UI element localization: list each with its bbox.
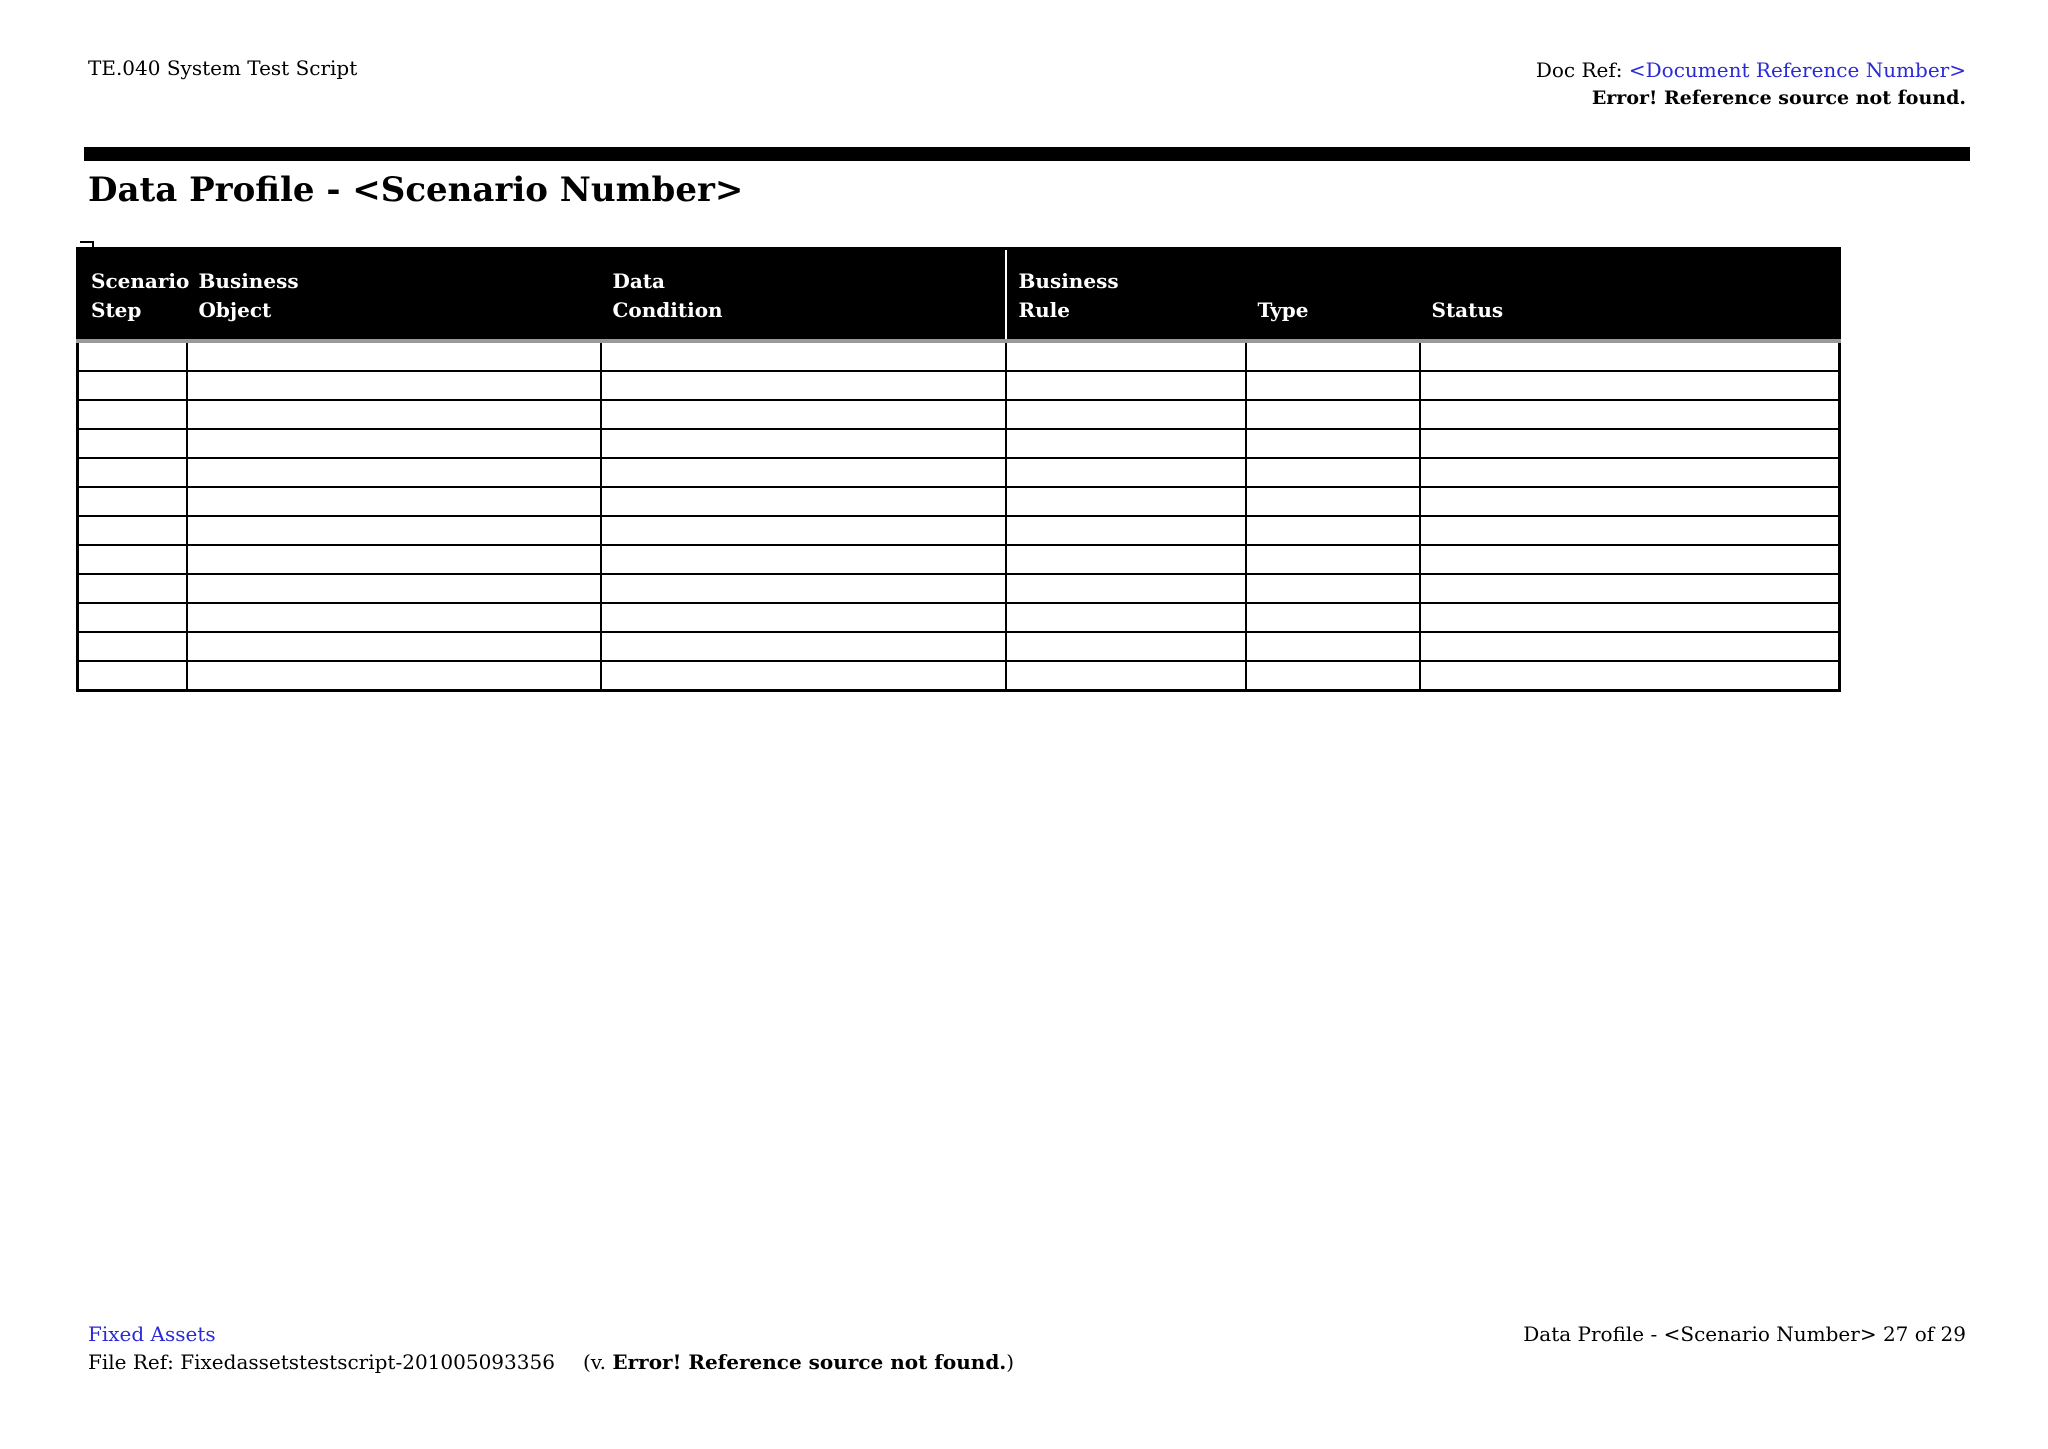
column-header-line: Condition <box>612 298 723 322</box>
table-cell[interactable] <box>187 632 601 661</box>
table-cell[interactable] <box>1246 371 1420 400</box>
table-cell[interactable] <box>1246 458 1420 487</box>
page-title: Data Profile - <Scenario Number> <box>88 170 744 210</box>
table-cell[interactable] <box>601 632 1006 661</box>
table-cell[interactable] <box>78 487 187 516</box>
table-cell[interactable] <box>1420 661 1840 691</box>
table-cell[interactable] <box>78 516 187 545</box>
table-header-row <box>78 249 1840 342</box>
table-cell[interactable] <box>1006 574 1246 603</box>
column-header-data-condition <box>601 249 1006 342</box>
table-cell[interactable] <box>1246 545 1420 574</box>
table-cell[interactable] <box>78 400 187 429</box>
column-header-status <box>1420 249 1840 342</box>
table-cell[interactable] <box>187 429 601 458</box>
table-cell[interactable] <box>1246 661 1420 691</box>
table-row <box>78 429 1840 458</box>
table-cell[interactable] <box>1006 371 1246 400</box>
table-row <box>78 574 1840 603</box>
table-cell[interactable] <box>187 574 601 603</box>
table-cell[interactable] <box>601 545 1006 574</box>
table-cell[interactable] <box>1420 574 1840 603</box>
column-header-line: Type <box>1257 298 1309 322</box>
table-cell[interactable] <box>1246 487 1420 516</box>
table-cell[interactable] <box>78 341 187 371</box>
table-row <box>78 458 1840 487</box>
table-cell[interactable] <box>1246 603 1420 632</box>
footer-file-ref-line <box>88 1348 1014 1376</box>
column-header-line: Status <box>1431 298 1504 322</box>
table-row <box>78 661 1840 691</box>
table-cell[interactable] <box>1006 545 1246 574</box>
column-header-type <box>1246 249 1420 342</box>
table-cell[interactable] <box>78 429 187 458</box>
table-cell[interactable] <box>1246 632 1420 661</box>
footer-version-error: Error! Reference source not found. <box>612 1350 1007 1374</box>
table-cell[interactable] <box>187 661 601 691</box>
table-cell[interactable] <box>78 632 187 661</box>
table-row <box>78 632 1840 661</box>
column-header-business-rule <box>1006 249 1246 342</box>
column-header-business-object <box>187 249 601 342</box>
table-cell[interactable] <box>1246 341 1420 371</box>
footer-version-close: ) <box>1006 1350 1015 1374</box>
column-header-scenario-step <box>78 249 190 342</box>
table-row <box>78 603 1840 632</box>
table-cell[interactable] <box>601 603 1006 632</box>
table-row <box>78 545 1840 574</box>
doc-ref-label: Doc Ref: <box>1535 58 1629 82</box>
table-cell[interactable] <box>187 400 601 429</box>
column-header-line: Business <box>1018 269 1119 293</box>
table-row <box>78 341 1840 371</box>
table-cell[interactable] <box>601 661 1006 691</box>
table-cell[interactable] <box>1246 429 1420 458</box>
table-cell[interactable] <box>187 487 601 516</box>
table-cell[interactable] <box>601 574 1006 603</box>
table-cell[interactable] <box>1420 545 1840 574</box>
table-row <box>78 400 1840 429</box>
table-cell[interactable] <box>1246 400 1420 429</box>
footer-version-open: (v. <box>582 1350 613 1374</box>
footer-left <box>88 1320 1014 1376</box>
column-header-line: Object <box>198 298 272 322</box>
table-cell[interactable] <box>601 400 1006 429</box>
table-cell[interactable] <box>1006 341 1246 371</box>
table-cell[interactable] <box>1420 371 1840 400</box>
doc-ref-line <box>1536 56 1966 84</box>
column-header-line: Data <box>612 269 665 293</box>
table-cell[interactable] <box>601 341 1006 371</box>
table-row <box>78 371 1840 400</box>
table-cell[interactable] <box>78 458 187 487</box>
table-cell[interactable] <box>1006 661 1246 691</box>
table-cell[interactable] <box>601 371 1006 400</box>
table-cell[interactable] <box>1420 429 1840 458</box>
table-cell[interactable] <box>1420 341 1840 371</box>
header-rule <box>84 147 1970 161</box>
table-cell[interactable] <box>1006 458 1246 487</box>
footer-product-link[interactable]: Fixed Assets <box>88 1322 216 1346</box>
table-cell[interactable] <box>1420 458 1840 487</box>
table-cell[interactable] <box>601 516 1006 545</box>
table-row <box>78 487 1840 516</box>
footer-right <box>1523 1320 1966 1348</box>
table-cell[interactable] <box>1006 603 1246 632</box>
table-cell[interactable] <box>1006 429 1246 458</box>
table-cell[interactable] <box>78 661 187 691</box>
table-cell[interactable] <box>187 371 601 400</box>
footer-section: Data Profile - <Scenario Number> <box>1523 1322 1877 1346</box>
table-cell[interactable] <box>78 574 187 603</box>
header-doc-title: TE.040 System Test Script <box>88 56 358 80</box>
table-cell[interactable] <box>1420 603 1840 632</box>
column-header-line: Scenario <box>91 269 190 293</box>
column-header-line: Step <box>91 298 142 322</box>
table-cell[interactable] <box>601 429 1006 458</box>
table-cell[interactable] <box>187 458 601 487</box>
table-cell[interactable] <box>187 603 601 632</box>
table-row <box>78 516 1840 545</box>
table-cell[interactable] <box>1006 516 1246 545</box>
data-profile-table <box>76 247 1841 692</box>
table-cell[interactable] <box>1006 400 1246 429</box>
header-doc-ref <box>1536 56 1966 112</box>
table-body <box>78 341 1840 691</box>
table-cell[interactable] <box>187 545 601 574</box>
table-cell[interactable] <box>1006 632 1246 661</box>
table-cell[interactable] <box>78 371 187 400</box>
table-cell[interactable] <box>78 545 187 574</box>
table-cell[interactable] <box>1006 487 1246 516</box>
footer-file-ref: File Ref: Fixedassetstestscript-201005093356 <box>88 1350 555 1374</box>
column-header-line: Rule <box>1018 298 1070 322</box>
table-cell[interactable] <box>1420 487 1840 516</box>
table-cell[interactable] <box>601 487 1006 516</box>
table-cell[interactable] <box>1420 632 1840 661</box>
table-cell[interactable] <box>1420 516 1840 545</box>
header-reference-error: Error! Reference source not found. <box>1591 87 1966 109</box>
table-cell[interactable] <box>601 458 1006 487</box>
table-cell[interactable] <box>1246 574 1420 603</box>
column-header-line: Business <box>198 269 299 293</box>
table-cell[interactable] <box>187 341 601 371</box>
footer-page-info: 27 of 29 <box>1882 1322 1966 1346</box>
table-cell[interactable] <box>187 516 601 545</box>
table-cell[interactable] <box>78 603 187 632</box>
doc-ref-link[interactable]: <Document Reference Number> <box>1628 58 1966 82</box>
table-cell[interactable] <box>1246 516 1420 545</box>
table-cell[interactable] <box>1420 400 1840 429</box>
